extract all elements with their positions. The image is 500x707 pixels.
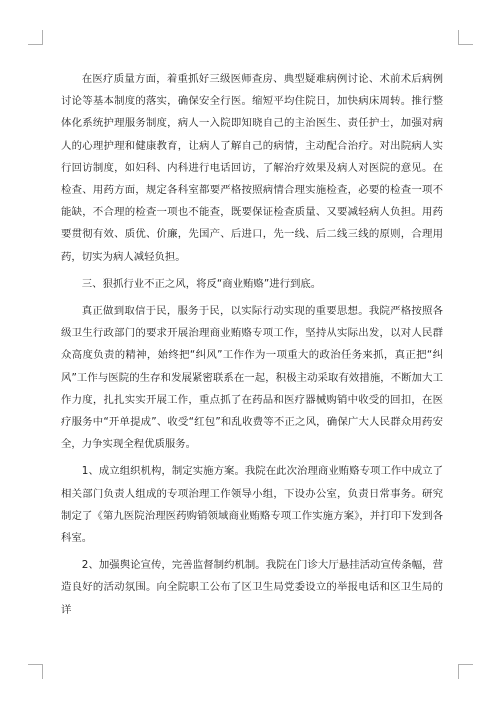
paragraph-serve-people: 真正做到取信于民，服务于民，以实际行动实现的重要思想。我院严格按照各级卫生行政部门的要求开展治理商业贿赂专项工作，坚持从实际出发，以对人民群众高度负责的精神，始终把“纠风”工作作为一项重大的政治任务来抓，真正把“纠风”工作与医院的生存和发展紧密联系在一起，积极主动采取有效措施，不断加大工作力度，扎扎实实开展工作，重点抓了在药品和医疗器械购销中收受的回扣，在医疗服务中“开单提成”、收受“红包”和乱收费等不正之风，确保广大人民群众用药安全，力争实现全程优质服务。: [61, 305, 443, 451]
paragraph-medical-quality: 在医疗质量方面，着重抓好三级医师查房、典型疑难病例讨论、术前术后病例讨论等基本制度的落实，确保安全行医。缩短平均住院日，加快病床周转。推行整体化系统护理服务制度，病人一入院即知晓自己的主治医生、责任护士，加强对病人的心理护理和健康教育，让病人了解自己的病情，主动配合治疗。对出院病人实行回访制度，如妇科、内科进行电话回访，了解治疗效果及病人对医院的意见。在检查、用药方面，规定各科室都要严格按照病情合理实施检查，必要的检查一项不能缺，不合理的检查一项也不能查，既要保证检查质量、又要减轻病人负担。用药要贯彻有效、质优、价廉，先国产、后进口，先一线、后二线三线的原则，合理用药，切实为病人减轻负担。: [61, 73, 443, 263]
crop-mark-bottom-left: [28, 664, 43, 679]
document-body: [61, 68, 443, 626]
crop-mark-top-left: [28, 30, 43, 45]
crop-mark-top-right: [458, 30, 473, 45]
paragraph-publicity: 2、加强舆论宣传，完善监督制约机制。我院在门诊大厅悬挂活动宣传条幅，营造良好的活动氛围。向全院职工公布了区卫生局党委设立的举报电话和区卫生局的详: [61, 559, 443, 616]
crop-mark-bottom-right: [458, 664, 473, 679]
section-heading-anti-bribery: 三、狠抓行业不正之风，将反“商业贿赂”进行到底。: [81, 277, 322, 290]
paragraph-organization: 1、成立组织机构，制定实施方案。我院在此次治理商业贿赂专项工作中成立了相关部门负责人组成的专项治理工作领导小组，下设办公室，负责日常事务。研究制定了《第九医院治理医药购销领域商业贿赂专项工作实施方案》，并打印下发到各科室。: [61, 465, 443, 545]
